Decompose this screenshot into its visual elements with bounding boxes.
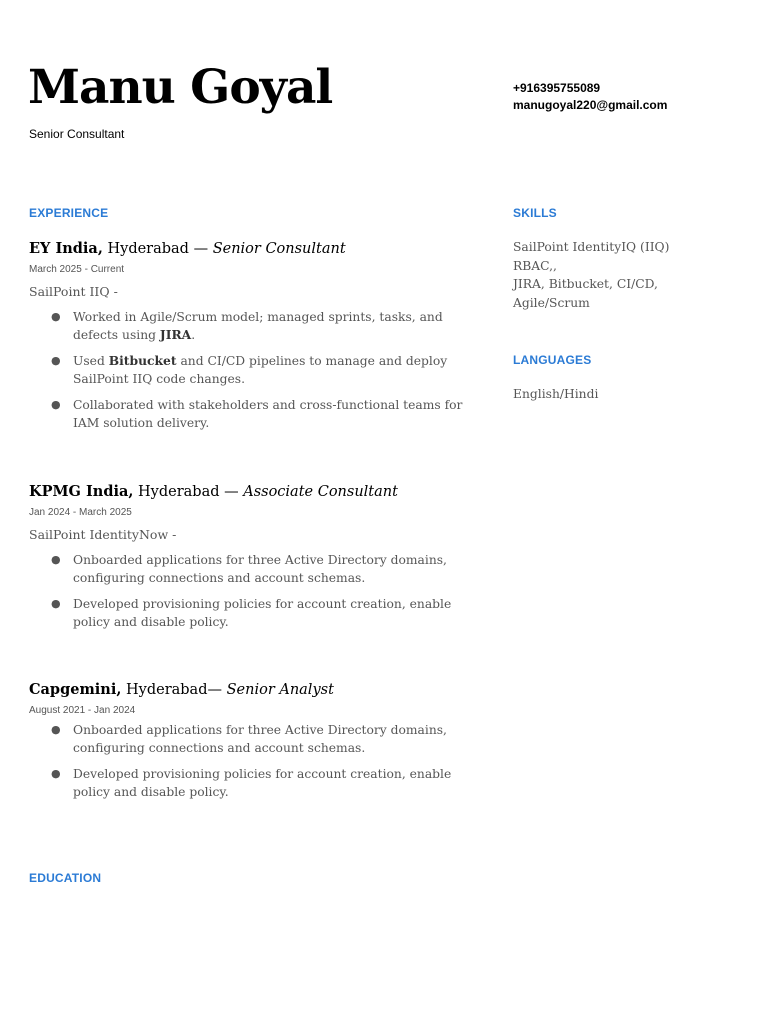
candidate-name: Manu Goyal [28, 60, 333, 115]
job-subtitle: SailPoint IdentityNow - [29, 527, 177, 542]
bullet-text: Collaborated with stakeholders and cross-functional teams for IAM solution delivery. [73, 398, 463, 430]
job-bullet-list [29, 721, 474, 801]
job-bullet [29, 396, 474, 432]
job-bullet [29, 551, 474, 587]
job-title-line [29, 483, 474, 501]
job-entry-capgemini [29, 681, 474, 809]
bullet-text: Developed provisioning policies for account creation, enable policy and disable policy. [73, 767, 452, 799]
bullet-text-tail: and CI/CD pipelines to manage and deploy SailPoint IIQ code changes. [73, 354, 448, 386]
skill-item: SailPoint IdentityIQ (IIQ) [513, 240, 670, 254]
bullet-dot-icon: ● [51, 553, 61, 566]
bullet-text: Onboarded applications for three Active Directory domains, configuring connections and account schemas. [73, 723, 447, 755]
job-role: Associate Consultant [243, 484, 398, 500]
bullet-dot-icon: ● [51, 398, 61, 411]
experience-heading: EXPERIENCE [29, 206, 109, 220]
job-entry-kpmg [29, 483, 474, 639]
bullet-bold-text: JIRA [159, 327, 192, 342]
phone-number: +916395755089 [513, 81, 601, 95]
skill-item: RBAC,, [513, 258, 557, 273]
skill-item: Agile/Scrum [513, 295, 590, 310]
job-date: March 2025 - Current [29, 264, 125, 275]
job-date: Jan 2024 - March 2025 [29, 507, 132, 518]
job-entry-ey [29, 240, 474, 440]
education-heading: EDUCATION [29, 871, 102, 885]
job-org: KPMG India, [29, 483, 134, 500]
job-role: Senior Analyst [226, 682, 334, 698]
job-bullet [29, 595, 474, 631]
contact-block [513, 80, 667, 114]
bullet-dot-icon: ● [51, 597, 61, 610]
bullet-text: Onboarded applications for three Active Directory domains, configuring connections and account schemas. [73, 553, 447, 585]
job-role: Senior Consultant [212, 241, 346, 257]
job-bullet [29, 352, 474, 388]
job-subtitle: SailPoint IIQ - [29, 284, 118, 299]
languages-list [513, 385, 743, 404]
job-date: August 2021 - Jan 2024 [29, 705, 136, 716]
bullet-text: Worked in Agile/Scrum model; managed sprints, tasks, and defects using [73, 310, 443, 342]
bullet-dot-icon: ● [51, 310, 61, 323]
job-org: Capgemini, [29, 681, 122, 698]
bullet-dot-icon: ● [51, 354, 61, 367]
skill-item: JIRA, Bitbucket, CI/CD, [513, 277, 658, 291]
job-location: Hyderabad — [102, 241, 213, 257]
candidate-title: Senior Consultant [29, 127, 125, 141]
language-item: English/Hindi [513, 387, 599, 401]
languages-heading: LANGUAGES [513, 353, 592, 367]
job-bullet [29, 721, 474, 757]
bullet-text: Used [73, 354, 109, 368]
skills-list [513, 238, 743, 312]
job-bullet [29, 765, 474, 801]
job-bullet-list [29, 551, 474, 631]
skills-heading: SKILLS [513, 206, 557, 220]
job-org: EY India, [29, 240, 103, 257]
job-location: Hyderabad — [133, 484, 244, 500]
email-address: manugoyal220@gmail.com [513, 98, 668, 112]
job-location: Hyderabad— [121, 682, 227, 698]
job-bullet [29, 308, 474, 344]
job-title-line [29, 240, 474, 258]
bullet-text-tail: . [191, 328, 196, 342]
job-bullet-list [29, 308, 474, 432]
bullet-dot-icon: ● [51, 723, 61, 736]
bullet-bold-text: Bitbucket [108, 353, 177, 368]
job-title-line [29, 681, 474, 699]
bullet-text: Developed provisioning policies for account creation, enable policy and disable policy. [73, 597, 452, 629]
bullet-dot-icon: ● [51, 767, 61, 780]
